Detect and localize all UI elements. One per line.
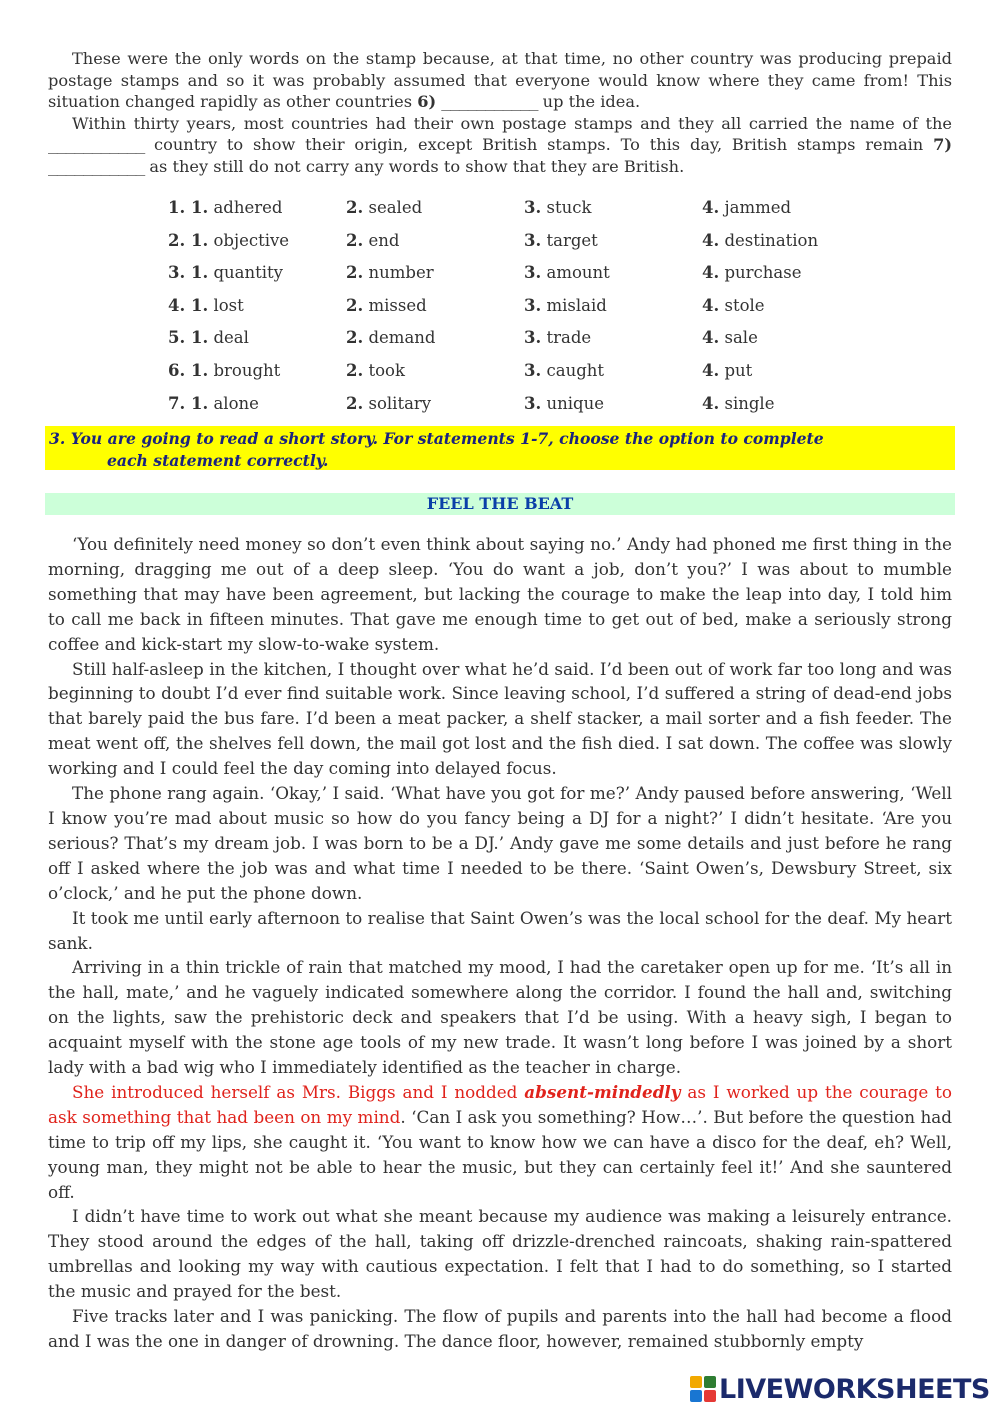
option-3[interactable]: 3. mislaid [524, 295, 607, 315]
option-2[interactable]: 2. demand [346, 328, 436, 348]
option-4[interactable]: 4. destination [702, 230, 819, 250]
options-row [168, 394, 868, 427]
option-4[interactable]: 4. sale [702, 328, 758, 348]
option-1[interactable]: 7. 1. alone [168, 393, 259, 413]
intro-text [48, 48, 952, 178]
task-instruction-line-2: each statement correctly. [107, 450, 329, 470]
story-paragraph: The phone rang again. ‘Okay,’ I said. ‘What have you got for me?’ Andy paused before answering, ‘Well I know you’re mad about music so how do you fancy being a DJ for a night?’ I didn’t hesitate. ‘Are you serious? That’s my dream job. I was born to be a DJ.’ Andy gave me some details and just before he rang off I asked where the job was and what time I needed to be there. ‘Saint Owen’s, Dewsbury Street, six o’clock,’ and he put the phone down. [48, 783, 952, 903]
highlighted-word: absent-mindedly [524, 1081, 681, 1102]
liveworksheets-logo-icon [690, 1376, 716, 1402]
example-blank: ___________ [48, 135, 145, 155]
story-paragraph: Five tracks later and I was panicking. The flow of pupils and parents into the hall had become a flood and I was the one in danger of drowning. The dance floor, however, remained stubbornly empty [48, 1306, 952, 1351]
intro-paragraph-1 [48, 48, 952, 113]
option-3[interactable]: 3. amount [524, 263, 610, 283]
options-row [168, 198, 868, 231]
option-2[interactable]: 2. sealed [346, 198, 423, 217]
highlighted-text: She introduced herself as Mrs. Biggs and I nodded [72, 1081, 525, 1102]
intro-text-2c: as they still do not carry any words to show that they are British. [144, 156, 685, 176]
task-instruction-line-1: 3. You are going to read a short story. For statements 1-7, choose the option to complete [49, 429, 824, 448]
intro-text-2a: Within thirty years, most countries had their own postage stamps and they all carried the name of the [72, 113, 952, 133]
options-row [168, 296, 868, 329]
intro-text-1b: up the idea. [537, 92, 641, 112]
option-3[interactable]: 3. caught [524, 360, 605, 380]
gap-6-blank[interactable]: ___________ [441, 92, 538, 112]
gap-7-blank[interactable]: ___________ [48, 156, 145, 176]
story-paragraph: Arriving in a thin trickle of rain that matched my mood, I had the caretaker open up for me. ‘It’s all in the hall, mate,’ and he vaguely indicated somewhere along the corridor. I found the hall and, switching on the lights, saw the prehistoric deck and speakers that I’d be using. With a heavy sigh, I began to acquaint myself with the stone age tools of my new trade. It wasn’t long before I was joined by a short lady with a bad wig who I immediately identified as the teacher in charge. [48, 957, 952, 1078]
option-1[interactable]: 1. 1. adhered [168, 198, 283, 217]
story-text [48, 532, 952, 1354]
option-4[interactable]: 4. put [702, 360, 753, 380]
story-title: FEEL THE BEAT [45, 493, 955, 515]
story-text-segment: . ‘Can I ask you something? How…’. But before the question had time to trip off my lips, she caught it. ‘You want to know how we can have a disco for the deaf, eh? Well, young man, they might not be able to hear the music, but they can certainly feel it!’ And she sauntered off. [48, 1106, 953, 1202]
option-2[interactable]: 2. solitary [346, 393, 432, 413]
gap-number-6: 6) [417, 92, 437, 112]
story-paragraph: I didn’t have time to work out what she meant because my audience was making a leisurely entrance. They stood around the edges of the hall, taking off drizzle-drenched raincoats, shaking rain-spattered umbrellas and looking my way with cautious expectation. I felt that I had to do something, so I started the music and prayed for the best. [48, 1206, 952, 1302]
option-2[interactable]: 2. number [346, 263, 434, 283]
option-3[interactable]: 3. stuck [524, 198, 592, 217]
story-paragraph: Still half-asleep in the kitchen, I thought over what he’d said. I’d been out of work far too long and was beginning to doubt I’d ever find suitable work. Since leaving school, I’d suffered a string of dead-end jobs that barely paid the bus fare. I’d been a meat packer, a shelf stacker, a mail sorter and a fish feeder. The meat went off, the shelves fell down, the mail got lost and the fish died. I sat down. The coffee was slowly working and I could feel the day coming into delayed focus. [48, 658, 952, 779]
options-row [168, 361, 868, 394]
options-row [168, 231, 868, 264]
options-row [168, 263, 868, 296]
story-paragraph [48, 1080, 952, 1205]
gap-number-7: 7) [933, 135, 952, 155]
option-2[interactable]: 2. missed [346, 295, 427, 315]
highlighted-text: as I worked up the courage to ask something that had been on my mind [48, 1081, 953, 1127]
logo-square [704, 1390, 716, 1402]
options-row [168, 328, 868, 361]
option-2[interactable]: 2. took [346, 360, 405, 380]
intro-text-1a: These were the only words on the stamp because, at that time, no other country was producing prepaid postage stamps and so it was probably assumed that everyone would know where they came from! This situation changed rapidly as other countries [48, 49, 952, 112]
story-paragraph: ‘You definitely need money so don’t even think about saying no.’ Andy had phoned me first thing in the morning, dragging me out of a deep sleep. ‘You do want a job, don’t you?’ I was about to mumble something that may have been agreement, but lacking the courage to make the leap into day, I told him to call me back in fifteen minutes. That gave me enough time to get out of bed, make a seriously strong coffee and kick-start my slow-to-wake system. [48, 534, 952, 654]
option-4[interactable]: 4. single [702, 393, 775, 413]
option-3[interactable]: 3. unique [524, 393, 604, 413]
logo-square [690, 1390, 702, 1402]
option-1[interactable]: 2. 1. objective [168, 230, 290, 250]
logo-square [704, 1376, 716, 1388]
option-4[interactable]: 4. stole [702, 295, 765, 315]
task-instruction [45, 426, 955, 470]
option-1[interactable]: 3. 1. quantity [168, 263, 283, 283]
logo-square [690, 1376, 702, 1388]
intro-paragraph-2 [48, 113, 952, 178]
option-4[interactable]: 4. purchase [702, 263, 802, 283]
option-1[interactable]: 6. 1. brought [168, 360, 281, 380]
liveworksheets-logo[interactable] [690, 1374, 990, 1404]
option-1[interactable]: 5. 1. deal [168, 328, 249, 348]
option-3[interactable]: 3. trade [524, 328, 592, 348]
logo-text: LIVEWORKSHEETS [719, 1373, 990, 1405]
intro-text-2b: country to show their origin, except British stamps. To this day, British stamps remain [144, 135, 934, 155]
option-1[interactable]: 4. 1. lost [168, 295, 244, 315]
option-2[interactable]: 2. end [346, 230, 400, 250]
option-4[interactable]: 4. jammed [702, 198, 792, 217]
story-paragraph: It took me until early afternoon to realise that Saint Owen’s was the local school for the deaf. My heart sank. [48, 907, 952, 953]
option-3[interactable]: 3. target [524, 230, 598, 250]
answer-options-table [168, 198, 868, 426]
